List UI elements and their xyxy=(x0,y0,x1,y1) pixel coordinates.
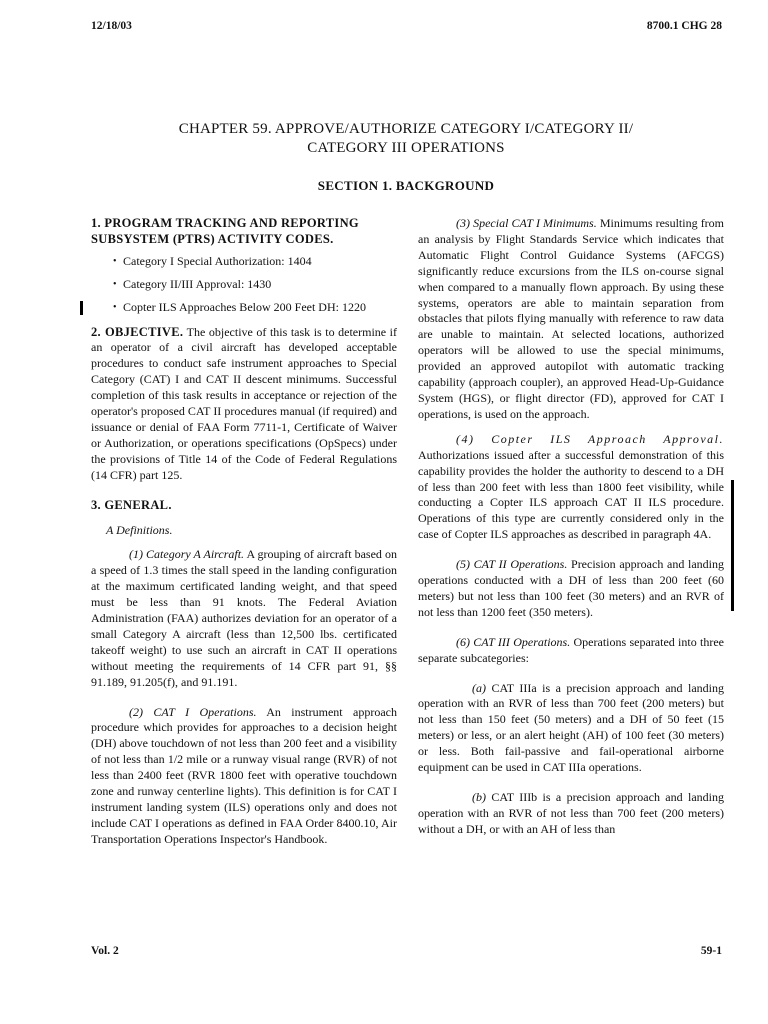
objective-text: The objective of this task is to determine if an operator of a civil aircraft has developed acceptable procedures to conduct safe instrument approaches to Special Category (CAT) I and CAT II descent minimums. Successful completion of this task results in acceptance or rejection of the operator's proposed CAT II procedures manual (if required) and issuance or denial of FAA Form 7711-1, Certificate of Waiver or Authorization, or operations specifications (OpSpecs) under the provisions of Title 14 of the Code of Federal Regulations (14 CFR) part 125. xyxy=(91,324,397,482)
definition-label: (2) CAT I Operations. xyxy=(129,704,257,719)
definition-category-a-aircraft xyxy=(91,547,397,690)
definitions-subheading: A Definitions. xyxy=(106,522,173,537)
chapter-title-line-2: CATEGORY III OPERATIONS xyxy=(307,140,505,156)
footer-page-number: 59-1 xyxy=(700,945,722,957)
left-column xyxy=(91,216,397,848)
definition-text: Precision approach and landing operations conducted with a DH of less than 200 feet (60 meters) but not less than 100 feet (30 meters) and an RVR of not less than 1200 feet (350 meters). xyxy=(418,557,724,619)
definition-label: (5) CAT II Operations. xyxy=(456,557,568,572)
definition-copter-ils-approach xyxy=(418,432,724,543)
chapter-title-line-1: CHAPTER 59. APPROVE/AUTHORIZE CATEGORY I/CATEGORY II/ xyxy=(178,121,634,137)
footer-volume: Vol. 2 xyxy=(91,945,119,957)
definition-label: (4) Copter ILS Approach Approval. xyxy=(456,431,724,446)
definition-special-cat-i-minimums xyxy=(418,216,724,423)
objective-paragraph xyxy=(91,325,397,484)
section-title: SECTION 1. BACKGROUND xyxy=(317,178,495,193)
chapter-title xyxy=(60,120,752,158)
definition-label: (3) Special CAT I Minimums. xyxy=(456,216,597,230)
definition-text: Minimums resulting from an analysis by Flight Standards Service which indicates that Automatic Flight Control Guidance Systems (AFCGS) significantly reduce excursions from the ILS on-course signal when compared to a manually flown approach. By using these systems, operators are able to maintain separation from obstacles that pilots flying manually with reference to raw data are unable to maintain. At selected locations, authorized operators will be allowed to use the special minimums, provided an approved autopilot with automatic tracking capability (approach coupler), an approved Head-Up-Guidance System (HGS), or flight director (FD), approved for CAT I operations, is used on the approach. xyxy=(418,216,725,421)
activity-code-list xyxy=(91,254,397,316)
definition-label: (6) CAT III Operations. xyxy=(456,634,571,649)
list-item: • Category I Special Authorization: 1404 xyxy=(113,254,397,270)
definition-text: Operations separated into three separate subcategories: xyxy=(418,634,725,665)
header-document-id: 8700.1 CHG 28 xyxy=(646,20,722,32)
definition-cat-ii-operations xyxy=(418,557,724,621)
list-item: • Copter ILS Approaches Below 200 Feet DH: 1220 xyxy=(113,300,397,316)
right-column xyxy=(418,216,724,838)
definition-cat-iiib xyxy=(418,790,724,838)
change-bar xyxy=(80,301,83,315)
general-heading: 3. GENERAL. xyxy=(91,497,172,512)
change-bar xyxy=(731,480,734,611)
definition-cat-i-operations xyxy=(91,705,397,848)
header-date: 12/18/03 xyxy=(91,20,132,32)
definition-label: (b) xyxy=(472,790,486,804)
definition-cat-iii-operations xyxy=(418,635,724,667)
list-item: • Category II/III Approval: 1430 xyxy=(113,277,397,293)
objective-heading: 2. OBJECTIVE. xyxy=(91,324,184,339)
definition-label: (a) xyxy=(472,680,486,695)
ptrs-heading: 1. PROGRAM TRACKING AND REPORTING SUBSYSTEM (PTRS) ACTIVITY CODES. xyxy=(91,216,359,246)
definition-text: Authorizations issued after a successful demonstration of this capability provides the holder the authority to descend to a DH of less than 200 feet with less than 1800 feet visibility, while conducting a Copter ILS approach CAT II ILS procedure. Operations of this type are currently considered only in the case of Copter ILS approaches as described in paragraph 4A. xyxy=(418,447,724,542)
definition-text: CAT IIIa is a precision approach and landing operation with an RVR of less than 700 feet (200 meters) but not less than 150 feet (50 meters) and a DH of 50 feet (15 meters) or less, or an alert height (AH) of 100 feet (30 meters) or less. Both fail-passive and fail-operational airborne equipment can be used in CAT IIIa operations. xyxy=(418,680,724,775)
definition-text: A grouping of aircraft based on a speed of 1.3 times the stall speed in the landing configuration at the maximum certificated landing weight, and that speed must be less than 91 knots. The Federal Aviation Administration (FAA) authorizes deviation for an operator of a small Category A aircraft (less than 12,500 lbs. certificated takeoff weight) to use such an aircraft in CAT II operations without meeting the requirements of 14 CFR part 91, §§ 91.189, 91.205(f), and 91.191. xyxy=(91,547,397,689)
definition-text: An instrument approach procedure which provides for approaches to a decision height (DH) above touchdown of not less than 200 feet and a visibility of not less than 1/2 mile or a runway visual range (RVR) of not less than 2400 feet (RVR 1800 feet with operative touchdown zone and runway centerline lights). This definition is for CAT I instrument landing system (ILS) operations only and does not include CAT I operations as defined in FAA Order 8400.10, Air Transportation Operations Inspector's Handbook. xyxy=(91,704,397,846)
definition-text: CAT IIIb is a precision approach and landing operation with an RVR of not less than 700 feet (200 meters) without a DH, or with an AH of less than xyxy=(418,790,724,836)
definition-label: (1) Category A Aircraft. xyxy=(129,547,245,562)
definition-cat-iiia xyxy=(418,681,724,776)
